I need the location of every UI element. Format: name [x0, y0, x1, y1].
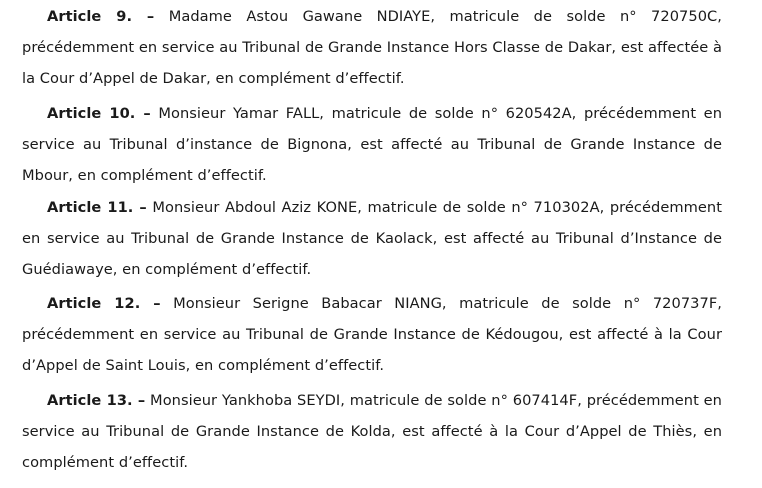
article-13-text: Monsieur Yankhoba SEYDI, matricule de solde n° 607414F, précédemment en service au Tribunal de Grande Instance de Kolda, est affecté à la Cour d’Appel de Thiès, en complément d’effectif.: [22, 392, 722, 471]
article-10-heading: Article 10. –: [47, 105, 151, 122]
article-10: [22, 98, 722, 191]
article-9: [22, 1, 722, 94]
article-12-heading: Article 12. –: [47, 295, 161, 312]
article-12: [22, 288, 722, 381]
article-11-heading: Article 11. –: [47, 199, 147, 216]
article-12-text: Monsieur Serigne Babacar NIANG, matricule de solde n° 720737F, précédemment en service au Tribunal de Grande Instance de Kédougou, est affecté à la Cour d’Appel de Saint Louis, en complément d’effectif.: [22, 295, 722, 374]
article-9-text: Madame Astou Gawane NDIAYE, matricule de solde n° 720750C, précédemment en service au Tribunal de Grande Instance Hors Classe de Dakar, est affectée à la Cour d’Appel de Dakar, en complément d’effectif.: [22, 8, 722, 87]
article-9-heading: Article 9. –: [47, 8, 155, 25]
article-10-text: Monsieur Yamar FALL, matricule de solde n° 620542A, précédemment en service au Tribunal d’instance de Bignona, est affecté au Tribunal de Grande Instance de Mbour, en complément d’effectif.: [22, 105, 722, 184]
article-11: [22, 192, 722, 285]
article-13-heading: Article 13. –: [47, 392, 146, 409]
article-11-text: Monsieur Abdoul Aziz KONE, matricule de solde n° 710302A, précédemment en service au Tribunal de Grande Instance de Kaolack, est affecté au Tribunal d’Instance de Guédiawaye, en complément d’effectif.: [22, 199, 723, 278]
article-13: [22, 385, 722, 478]
